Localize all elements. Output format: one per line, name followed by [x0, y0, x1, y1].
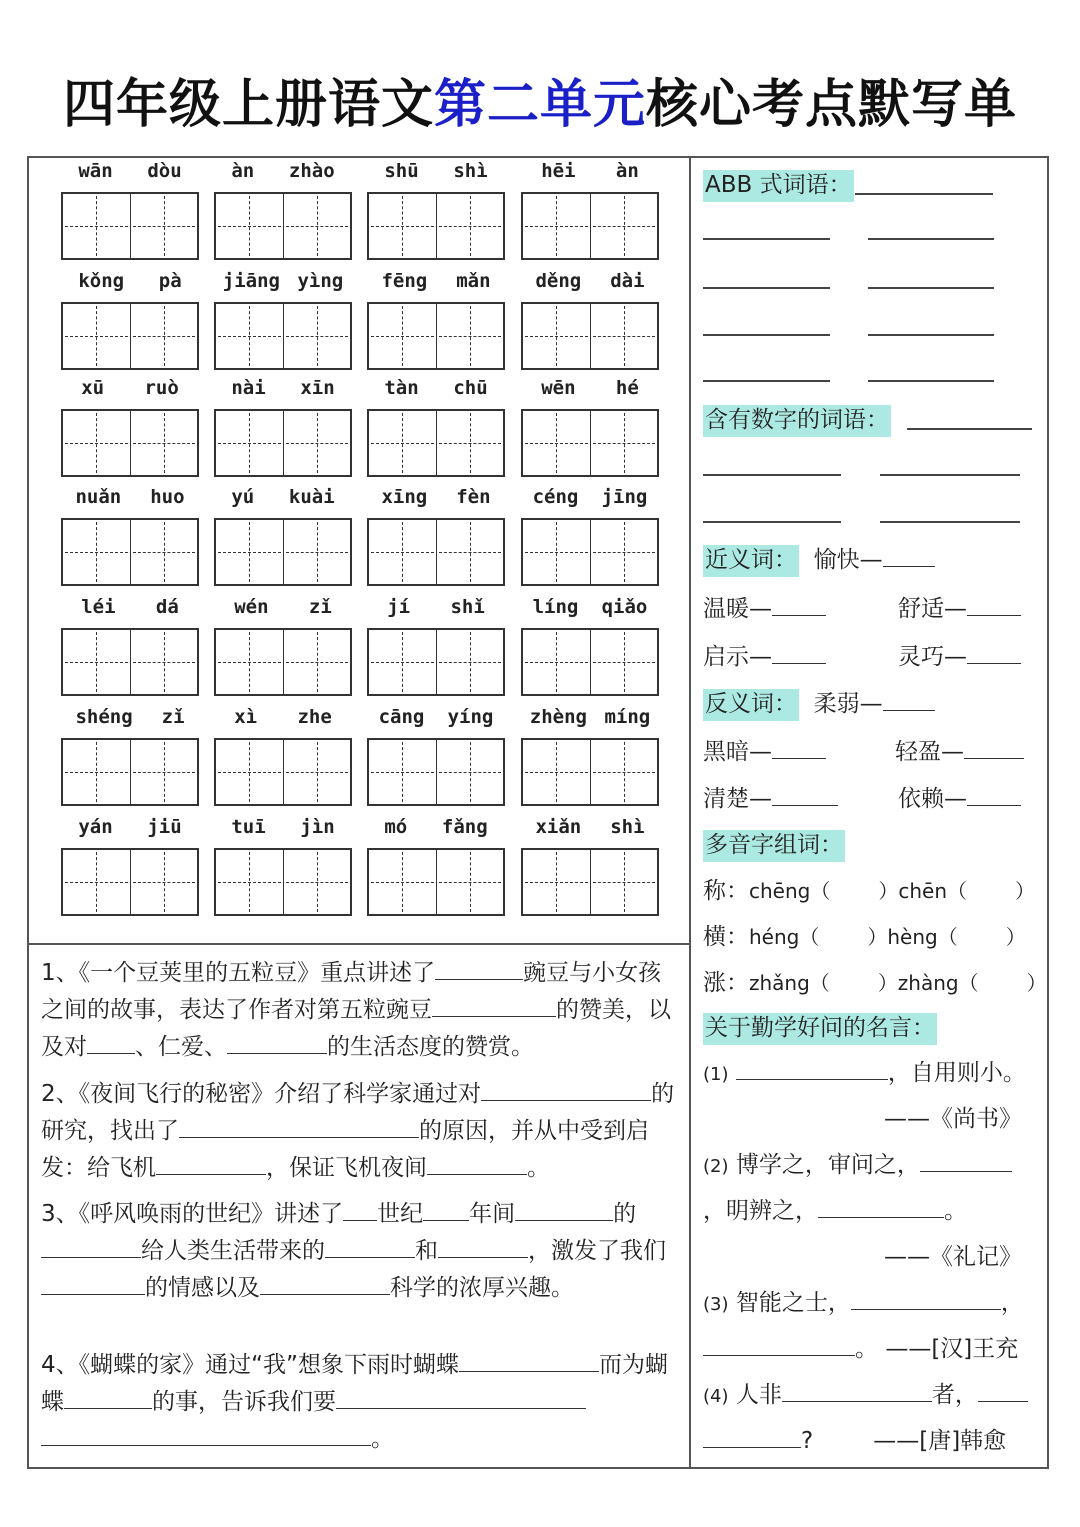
pinyin-syllable: yú	[231, 486, 255, 508]
answer-blank[interactable]	[64, 1384, 152, 1409]
pinyin-syllable: qiǎo	[601, 596, 648, 618]
answer-blank[interactable]	[179, 1113, 419, 1138]
antonym-item: 轻盈—	[895, 733, 1024, 766]
tianzige-boxes[interactable]	[61, 628, 199, 696]
answer-line[interactable]	[855, 193, 993, 195]
tianzige-boxes[interactable]	[61, 409, 199, 477]
character-box[interactable]	[523, 411, 591, 475]
pinyin-label	[521, 706, 659, 730]
answer-blank[interactable]	[325, 1233, 415, 1258]
character-box[interactable]	[523, 304, 591, 368]
tianzige-boxes[interactable]	[521, 518, 659, 586]
tianzige-boxes[interactable]	[214, 848, 352, 916]
character-box[interactable]	[437, 304, 504, 368]
title-part2: 核心考点默写单	[646, 75, 1018, 135]
tianzige-boxes[interactable]	[61, 518, 199, 586]
tianzige-boxes[interactable]	[521, 848, 659, 916]
pinyin-label	[214, 596, 352, 620]
pinyin-syllable: nuǎn	[75, 486, 122, 508]
tianzige-boxes[interactable]	[521, 302, 659, 370]
pinyin-syllable: zǐ	[161, 706, 185, 728]
pinyin-label	[521, 596, 659, 620]
synonym-item: 启示—	[703, 638, 826, 671]
title-part1: 四年级上册语文	[62, 75, 434, 135]
character-box[interactable]	[369, 850, 437, 914]
pinyin-syllable: fǎng	[441, 816, 488, 838]
character-box[interactable]	[369, 630, 437, 694]
character-box[interactable]	[369, 740, 437, 804]
quote-2: (2) 博学之，审问之，	[703, 1146, 1012, 1179]
pinyin-syllable: dá	[155, 596, 179, 618]
pinyin-syllable: míng	[604, 706, 651, 728]
pinyin-label	[214, 816, 352, 840]
pinyin-syllable: jí	[387, 596, 411, 618]
character-box[interactable]	[216, 194, 284, 258]
section-divider	[27, 943, 690, 945]
answer-line[interactable]	[703, 380, 830, 382]
pinyin-syllable: wān	[78, 160, 113, 182]
abb-section-label: ABB 式词语：	[703, 166, 854, 199]
answer-blank[interactable]	[703, 1423, 801, 1448]
pinyin-label	[214, 160, 352, 184]
pinyin-syllable: zǐ	[308, 596, 332, 618]
pinyin-label	[367, 377, 505, 401]
answer-blank[interactable]	[435, 955, 523, 980]
antonym-item: 黑暗—	[703, 733, 826, 766]
answer-blank[interactable]	[851, 1285, 1001, 1310]
character-box[interactable]	[523, 630, 591, 694]
character-box[interactable]	[591, 194, 658, 258]
character-box[interactable]	[284, 411, 351, 475]
character-box[interactable]	[216, 740, 284, 804]
pinyin-syllable: zhèng	[529, 706, 587, 728]
pinyin-label	[367, 706, 505, 730]
tianzige-boxes[interactable]	[367, 518, 505, 586]
pinyin-syllable: mó	[384, 816, 408, 838]
character-box[interactable]	[369, 304, 437, 368]
character-box[interactable]	[131, 304, 198, 368]
tianzige-boxes[interactable]	[61, 302, 199, 370]
answer-blank[interactable]	[41, 1421, 371, 1446]
pinyin-syllable: fēng	[381, 270, 428, 292]
page-title	[0, 62, 1080, 137]
pinyin-syllable: zhào	[288, 160, 335, 182]
tianzige-boxes[interactable]	[521, 192, 659, 260]
character-box[interactable]	[284, 740, 351, 804]
character-box[interactable]	[131, 850, 198, 914]
pinyin-syllable: kǒng	[78, 270, 125, 292]
pinyin-syllable: wén	[234, 596, 269, 618]
answer-blank[interactable]	[432, 992, 556, 1017]
answer-line[interactable]	[868, 238, 994, 240]
tianzige-boxes[interactable]	[61, 738, 199, 806]
pinyin-syllable: hēi	[541, 160, 576, 182]
number-words-label: 含有数字的词语：	[703, 401, 891, 434]
answer-blank[interactable]	[703, 1331, 855, 1356]
answer-line[interactable]	[703, 334, 830, 336]
pinyin-syllable: pà	[158, 270, 182, 292]
answer-line[interactable]	[703, 521, 841, 523]
pinyin-label	[61, 706, 199, 730]
pinyin-syllable: shì	[453, 160, 488, 182]
character-box[interactable]	[437, 850, 504, 914]
pinyin-syllable: wēn	[541, 377, 576, 399]
question-3: 3、《呼风唤雨的世纪》讲述了 世纪 年间 的给人类生活带来的 和 ，激发了我们的情感以及 科学的浓厚兴趣。	[41, 1196, 681, 1307]
pinyin-syllable: dài	[610, 270, 645, 292]
tianzige-boxes[interactable]	[521, 628, 659, 696]
pinyin-syllable: děng	[535, 270, 582, 292]
title-highlight: 第二单元	[433, 75, 646, 135]
pinyin-syllable: shì	[610, 816, 645, 838]
answer-blank[interactable]	[41, 1270, 145, 1295]
character-box[interactable]	[437, 411, 504, 475]
tianzige-boxes[interactable]	[367, 302, 505, 370]
question-4: 4、《蝴蝶的家》通过“我”想象下雨时蝴蝶 而为蝴蝶 的事，告诉我们要 。	[41, 1347, 681, 1458]
pinyin-label	[61, 596, 199, 620]
pinyin-label	[521, 270, 659, 294]
character-box[interactable]	[369, 520, 437, 584]
pinyin-syllable: céng	[532, 486, 579, 508]
character-box[interactable]	[131, 194, 198, 258]
character-box[interactable]	[591, 304, 658, 368]
character-box[interactable]	[63, 850, 131, 914]
pinyin-label	[521, 486, 659, 510]
tianzige-boxes[interactable]	[367, 848, 505, 916]
tianzige-boxes[interactable]	[214, 302, 352, 370]
character-box[interactable]	[284, 194, 351, 258]
pinyin-label	[214, 270, 352, 294]
pinyin-label	[214, 706, 352, 730]
answer-line[interactable]	[880, 474, 1020, 476]
pinyin-syllable: huo	[150, 486, 185, 508]
character-box[interactable]	[523, 520, 591, 584]
quote-1: (1) ，自用则小。	[703, 1054, 1026, 1087]
answer-line[interactable]	[907, 428, 1032, 430]
tianzige-boxes[interactable]	[61, 192, 199, 260]
answer-blank[interactable]	[227, 1029, 327, 1054]
question-2: 2、《夜间飞行的秘密》介绍了科学家通过对 的研究，找出了 的原因，并从中受到启发：给飞机 ，保证飞机夜间 。	[41, 1076, 681, 1187]
pinyin-syllable: yán	[78, 816, 113, 838]
pinyin-syllable: yìng	[297, 270, 344, 292]
character-box[interactable]	[63, 520, 131, 584]
answer-blank[interactable]	[782, 1377, 932, 1402]
character-box[interactable]	[216, 850, 284, 914]
pinyin-syllable: mǎn	[456, 270, 491, 292]
pinyin-label	[61, 270, 199, 294]
pinyin-label	[61, 160, 199, 184]
answer-line[interactable]	[880, 521, 1020, 523]
answer-blank[interactable]	[593, 1196, 613, 1221]
answer-blank[interactable]	[260, 1270, 390, 1295]
character-box[interactable]	[63, 411, 131, 475]
pinyin-label	[367, 816, 505, 840]
pinyin-label	[214, 486, 352, 510]
pinyin-label	[61, 377, 199, 401]
answer-line[interactable]	[703, 238, 830, 240]
answer-blank[interactable]	[459, 1347, 599, 1372]
pinyin-syllable: kuài	[288, 486, 335, 508]
character-box[interactable]	[131, 630, 198, 694]
answer-line[interactable]	[703, 287, 830, 289]
character-box[interactable]	[63, 194, 131, 258]
tianzige-boxes[interactable]	[367, 409, 505, 477]
pinyin-label	[367, 160, 505, 184]
character-box[interactable]	[216, 630, 284, 694]
pinyin-label	[521, 377, 659, 401]
polyphone-row: 涨：zhǎng（ ）zhàng（ ）	[703, 970, 1047, 996]
pinyin-syllable: jiū	[147, 816, 182, 838]
pinyin-syllable: xì	[234, 706, 258, 728]
answer-blank[interactable]	[978, 1377, 1028, 1402]
tianzige-boxes[interactable]	[367, 628, 505, 696]
pinyin-syllable: jìn	[300, 816, 335, 838]
character-box[interactable]	[131, 520, 198, 584]
antonym-section: 反义词： 柔弱—	[703, 685, 935, 718]
answer-line[interactable]	[868, 287, 994, 289]
character-box[interactable]	[591, 740, 658, 804]
character-box[interactable]	[216, 304, 284, 368]
answer-line[interactable]	[703, 474, 841, 476]
character-box[interactable]	[63, 740, 131, 804]
pinyin-syllable: léi	[81, 596, 116, 618]
character-box[interactable]	[437, 194, 504, 258]
pinyin-label	[61, 816, 199, 840]
answer-blank[interactable]	[438, 1233, 528, 1258]
tianzige-boxes[interactable]	[61, 848, 199, 916]
pinyin-syllable: shéng	[75, 706, 133, 728]
character-box[interactable]	[284, 630, 351, 694]
tianzige-boxes[interactable]	[521, 409, 659, 477]
answer-blank[interactable]	[515, 1196, 593, 1221]
pinyin-syllable: shū	[384, 160, 419, 182]
pinyin-syllable: cāng	[378, 706, 425, 728]
polyphone-row: 横：héng（ ）hèng（ ）	[703, 924, 1026, 950]
pinyin-syllable: ruò	[144, 377, 179, 399]
pinyin-syllable: chū	[453, 377, 488, 399]
character-box[interactable]	[523, 194, 591, 258]
pinyin-syllable: hé	[615, 377, 639, 399]
pinyin-syllable: xīn	[300, 377, 335, 399]
answer-blank[interactable]	[156, 1150, 266, 1175]
tianzige-boxes[interactable]	[214, 192, 352, 260]
answer-blank[interactable]	[336, 1384, 586, 1409]
pinyin-syllable: xīng	[381, 486, 428, 508]
answer-blank[interactable]	[427, 1150, 527, 1175]
synonym-item: 灵巧—	[898, 638, 1021, 671]
character-box[interactable]	[437, 630, 504, 694]
answer-blank[interactable]	[920, 1147, 1012, 1172]
synonym-section: 近义词： 愉快—	[703, 541, 935, 574]
character-box[interactable]	[284, 520, 351, 584]
character-box[interactable]	[591, 411, 658, 475]
quotes-label: 关于勤学好问的名言：	[703, 1009, 937, 1042]
character-box[interactable]	[437, 740, 504, 804]
tianzige-boxes[interactable]	[521, 738, 659, 806]
polyphone-label: 多音字组词：	[703, 826, 845, 859]
answer-blank[interactable]	[481, 1076, 631, 1101]
quote-2-cont: ，明辨之， 。	[703, 1192, 967, 1225]
character-box[interactable]	[131, 411, 198, 475]
antonym-item: 依赖—	[898, 780, 1021, 813]
pinyin-label	[61, 486, 199, 510]
character-box[interactable]	[131, 740, 198, 804]
character-box[interactable]	[523, 850, 591, 914]
pinyin-label	[367, 270, 505, 294]
quote-2-source: ——《礼记》	[884, 1244, 1022, 1270]
pinyin-syllable: nài	[231, 377, 266, 399]
answer-blank[interactable]	[343, 1196, 377, 1221]
character-box[interactable]	[591, 630, 658, 694]
pinyin-label	[521, 816, 659, 840]
answer-blank[interactable]	[41, 1233, 141, 1258]
answer-blank[interactable]	[736, 1055, 888, 1080]
pinyin-syllable: xiǎn	[535, 816, 582, 838]
pinyin-syllable: dòu	[147, 160, 182, 182]
antonym-item: 清楚—	[703, 780, 838, 813]
question-1: 1、《一个豆荚里的五粒豆》重点讲述了 豌豆与小女孩之间的故事，表达了作者对第五粒豌豆 的赞美，以及对 、仁爱、 的生活态度的赞赏。	[41, 955, 681, 1066]
pinyin-syllable: àn	[615, 160, 639, 182]
synonym-item: 温暖—	[703, 590, 826, 623]
quote-1-source: ——《尚书》	[884, 1106, 1022, 1132]
column-divider	[689, 156, 691, 1469]
answer-blank[interactable]	[87, 1029, 135, 1054]
synonym-item: 舒适—	[898, 590, 1021, 623]
character-box[interactable]	[591, 850, 658, 914]
quote-4: (4) 人非 者，	[703, 1376, 1028, 1409]
pinyin-syllable: shǐ	[450, 596, 485, 618]
character-box[interactable]	[369, 411, 437, 475]
answer-line[interactable]	[868, 380, 994, 382]
pinyin-syllable: líng	[532, 596, 579, 618]
answer-line[interactable]	[868, 334, 994, 336]
polyphone-row: 称：chēng（ ）chēn（ ）	[703, 878, 1036, 904]
pinyin-syllable: xū	[81, 377, 105, 399]
tianzige-boxes[interactable]	[214, 628, 352, 696]
pinyin-label	[367, 596, 505, 620]
pinyin-syllable: yíng	[447, 706, 494, 728]
tianzige-boxes[interactable]	[367, 192, 505, 260]
quote-4-cont: ? ——[唐]韩愈	[703, 1422, 1006, 1455]
character-box[interactable]	[284, 850, 351, 914]
tianzige-boxes[interactable]	[367, 738, 505, 806]
character-box[interactable]	[63, 304, 131, 368]
character-box[interactable]	[591, 520, 658, 584]
answer-blank[interactable]	[631, 1076, 651, 1101]
character-box[interactable]	[437, 520, 504, 584]
character-box[interactable]	[284, 304, 351, 368]
pinyin-label	[521, 160, 659, 184]
pinyin-syllable: jīng	[601, 486, 648, 508]
tianzige-boxes[interactable]	[214, 518, 352, 586]
character-box[interactable]	[63, 630, 131, 694]
pinyin-syllable: jiāng	[222, 270, 280, 292]
quote-3-cont: 。 ——[汉]王充	[703, 1330, 1018, 1363]
character-box[interactable]	[216, 411, 284, 475]
answer-blank[interactable]	[423, 1196, 469, 1221]
pinyin-syllable: àn	[231, 160, 255, 182]
tianzige-boxes[interactable]	[214, 738, 352, 806]
character-box[interactable]	[369, 194, 437, 258]
pinyin-syllable: fèn	[456, 486, 491, 508]
pinyin-label	[214, 377, 352, 401]
pinyin-syllable: zhe	[297, 706, 332, 728]
pinyin-label	[367, 486, 505, 510]
answer-blank[interactable]	[818, 1193, 944, 1218]
character-box[interactable]	[216, 520, 284, 584]
tianzige-boxes[interactable]	[214, 409, 352, 477]
pinyin-syllable: tuī	[231, 816, 266, 838]
quote-3: (3) 智能之士， ，	[703, 1284, 1024, 1317]
character-box[interactable]	[523, 740, 591, 804]
pinyin-syllable: tàn	[384, 377, 419, 399]
